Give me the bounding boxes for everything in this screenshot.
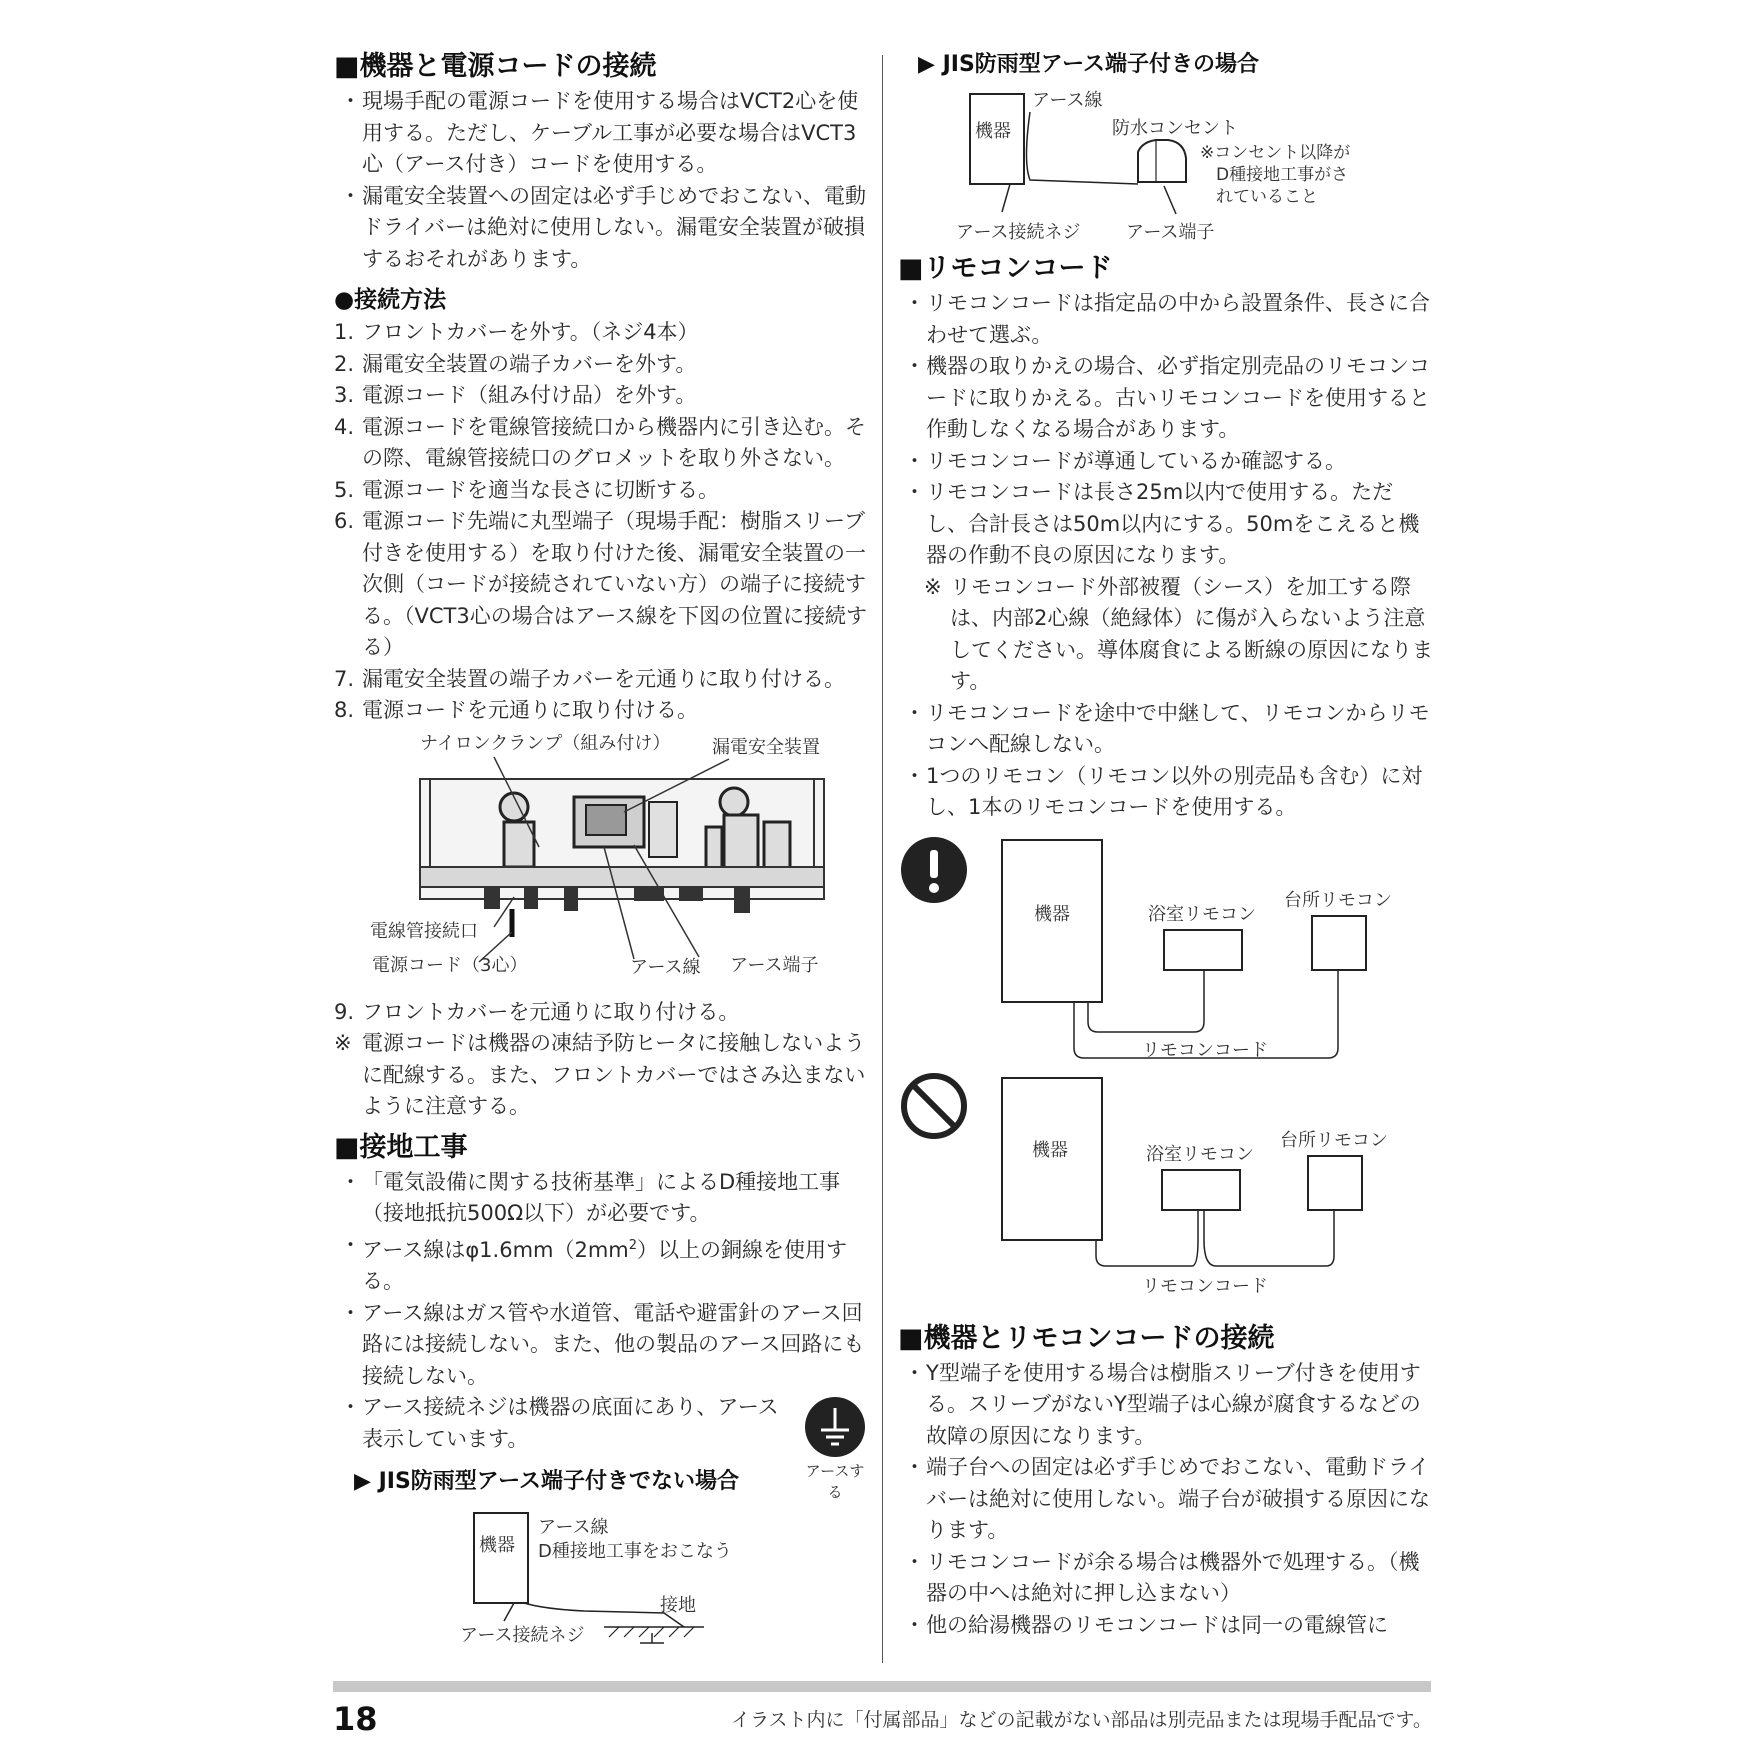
footer-bar [333, 1681, 1431, 1692]
label-remote-cord: リモコンコード [1142, 1275, 1268, 1297]
left-column [334, 48, 870, 1649]
note-line: D種接地工事がさ [1216, 165, 1349, 185]
note-item: ※ リモコンコード外部被覆（シース）を加工する際は、内部2心線（絶縁体）に傷が入らないよう注意してください。導体腐食による断線の原因になります。 [924, 574, 1433, 693]
earth-icon-label: アースする [805, 1462, 865, 1501]
label-power-cord: 電源コード（3心） [372, 954, 528, 976]
list-item: ・ Y型端子を使用する場合は樹脂スリーブ付きを使用する。スリーブがないY型端子は心線が腐食するなどの故障の原因になります。 [904, 1360, 1421, 1448]
label-bath-remote: 浴室リモコン [1146, 1143, 1254, 1165]
label-earth-terminal: アース端子 [1126, 222, 1215, 243]
list-item: ・ 他の給湯機器のリモコンコードは同一の電線管に [904, 1612, 1388, 1637]
label-nylon-clamp: ナイロンクランプ（組み付け） [420, 732, 671, 754]
remote-wiring-prohibited [898, 1070, 1434, 1302]
list-item: ・ 機器の取りかえの場合、必ず指定別売品のリモコンコードに取りかえる。古いリモコンコードを使用すると作動しなくなる場合があります。 [904, 354, 1430, 441]
earth-diagram-1 [334, 1499, 870, 1649]
remote-diagram-prohibited [898, 1070, 1434, 1302]
section-title-power-cord: ■機器と電源コードの接続 [334, 51, 657, 82]
earth-diagram-2 [898, 82, 1434, 248]
footer-note: イラスト内に「付属部品」などの記載がない部品は別売品または現場手配品です。 [731, 1709, 1432, 1731]
subheading-with-earth-terminal: ▶ JIS防雨型アース端子付きの場合 [918, 52, 1260, 77]
list-item: ・ リモコンコードが導通しているか確認する。 [904, 448, 1346, 473]
device-box-label: 機器 [1034, 903, 1070, 925]
remote-wiring-correct [898, 836, 1434, 1068]
step-item: 5. 電源コードを適当な長さに切断する。 [334, 477, 719, 502]
label-bath-remote: 浴室リモコン [1148, 903, 1256, 925]
label-conduit: 電線管接続口 [370, 920, 478, 942]
section-title-grounding: ■接地工事 [334, 1131, 468, 1163]
subsection-title-method: ●接続方法 [334, 287, 447, 313]
step-item: 8. 電源コードを元通りに取り付ける。 [334, 698, 698, 722]
step-item: 4. 電源コードを電線管接続口から機器内に引き込む。その際、電線管接続口のグロメットを取り外さない。 [334, 414, 866, 470]
label-breaker: 漏電安全装置 [712, 736, 820, 758]
label-d-work: D種接地工事をおこなう [538, 1541, 732, 1562]
label-kitchen-remote: 台所リモコン [1284, 889, 1392, 911]
step-item: 3. 電源コード（組み付け品）を外す。 [334, 383, 697, 407]
list-item: ・ 漏電安全装置への固定は必ず手じめでおこない、電動ドライバーは絶対に使用しない。漏電安全装置が破損するおそれがあります。 [340, 183, 866, 271]
label-kitchen-remote: 台所リモコン [1280, 1129, 1388, 1151]
wiring-diagram [334, 727, 870, 997]
device-box-label: 機器 [1032, 1139, 1068, 1161]
list-item: ・ 1つのリモコン（リモコン以外の別売品も含む）に対し、1本のリモコンコードを使用する。 [904, 763, 1423, 819]
list-item: ・ アース接続ネジは機器の底面にあり、アース表示しています。 [340, 1395, 779, 1451]
step-item: 9. フロントカバーを元通りに取り付ける。 [334, 999, 740, 1024]
subheading-no-earth-terminal: ▶ JIS防雨型アース端子付きでない場合 [354, 1469, 740, 1494]
label-earth-wire: アース線 [1032, 90, 1103, 111]
list-item: ・ 「電気設備に関する技術基準」によるD種接地工事（接地抵抗500Ω以下）が必要です。 [340, 1169, 841, 1225]
column-divider [882, 55, 883, 1663]
remote-diagram-correct [898, 836, 1434, 1068]
label-earth-screw: アース接続ネジ [956, 222, 1081, 243]
label-ground: 接地 [660, 1595, 696, 1616]
wiring-illustration [334, 727, 870, 997]
step-item: 2. 漏電安全装置の端子カバーを外す。 [334, 351, 697, 376]
list-item: ・ 端子台への固定は必ず手じめでおこない、電動ドライバーは絶対に使用しない。端子台が破損する原因になります。 [904, 1455, 1430, 1542]
device-box-label: 機器 [975, 121, 1011, 142]
section-title-remote-cord: ■リモコンコード [898, 253, 1113, 284]
list-item: ・ アース線は$\varphi 1.6mm(2mm^2)$以上の銅線を使用する。 [340, 1232, 848, 1293]
earth-symbol [800, 1396, 870, 1502]
label-waterproof-outlet: 防水コンセント [1112, 118, 1238, 139]
label-earth-terminal: アース端子 [730, 954, 819, 976]
list-item: ・ リモコンコードを途中で中継して、リモコンからリモコンへ配線しない。 [904, 700, 1430, 756]
list-item: ・ 現場手配の電源コードを使用する場合はVCT2心を使用する。ただし、ケーブル工事が必要な場合はVCT3心（アース付き）コードを使用する。 [340, 89, 859, 176]
label-earth-wire: アース線 [538, 1517, 609, 1538]
section-title-remote-connection: ■機器とリモコンコードの接続 [898, 1322, 1275, 1354]
note-item: ※ 電源コードは機器の凍結予防ヒータに接触しないように配線する。また、フロントカバーではさみ込まないように注意する。 [334, 1031, 866, 1118]
list-item: ・ リモコンコードは指定品の中から設置条件、長さに合わせて選ぶ。 [904, 291, 1430, 347]
list-item: ・ リモコンコードは長さ25m以内で使用する。ただし、合計長さは50m以内にする。50mをこえると機器の作動不良の原因になります。 [904, 480, 1420, 567]
earth-icon [804, 1396, 866, 1458]
page-number: 18 [333, 1700, 378, 1738]
earth-diagram-with-terminal [898, 82, 1434, 248]
right-column [898, 48, 1434, 1641]
note-line: ※コンセント以降が [1200, 143, 1351, 163]
device-box-label: 機器 [479, 1535, 515, 1556]
step-item: 7. 漏電安全装置の端子カバーを元通りに取り付ける。 [334, 666, 845, 691]
step-item: 1. フロントカバーを外す。（ネジ4本） [334, 320, 699, 344]
list-item: ・ アース線はガス管や水道管、電話や避雷針のアース回路には接続しない。また、他の製品のアース回路にも接続しない。 [340, 1300, 865, 1388]
note-line: れていること [1216, 187, 1318, 207]
earth-diagram-no-terminal [334, 1499, 870, 1649]
label-earth-wire: アース線 [630, 956, 701, 978]
list-item: ・ リモコンコードが余る場合は機器外で処理する。（機器の中へは絶対に押し込まない） [904, 1549, 1420, 1605]
step-item: 6. 電源コード先端に丸型端子（現場手配：樹脂スリーブ付きを使用する）を取り付けた後、漏電安全装置の一次側（コードが接続されていない方）の端子に接続する。（VCT3心の場合はアース線を下図の位置に接続する） [334, 509, 868, 659]
label-remote-cord: リモコンコード [1142, 1039, 1268, 1061]
label-earth-screw: アース接続ネジ [460, 1625, 585, 1646]
